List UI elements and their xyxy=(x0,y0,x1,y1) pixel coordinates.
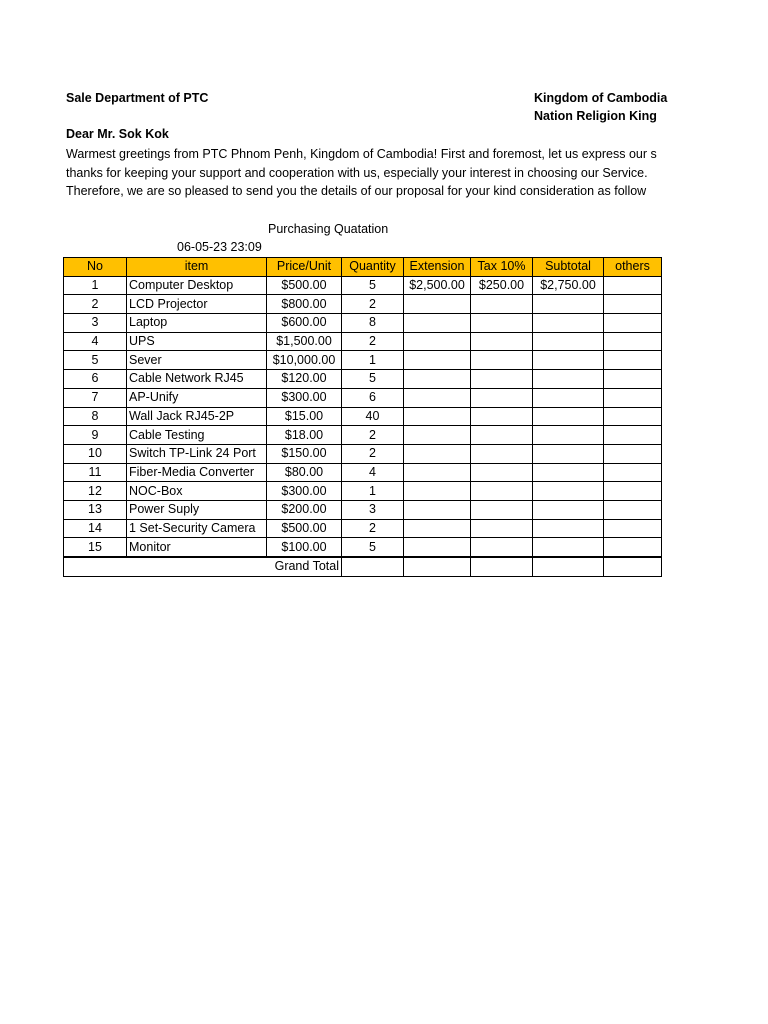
others-cell xyxy=(604,407,662,426)
tax-cell xyxy=(471,444,533,463)
subtotal-cell xyxy=(533,351,604,370)
row-number-cell: 15 xyxy=(64,538,127,557)
subtotal-cell xyxy=(533,426,604,445)
item-name-cell: Computer Desktop xyxy=(127,276,267,295)
row-number-cell: 11 xyxy=(64,463,127,482)
column-header-others: others xyxy=(604,258,662,277)
extension-cell xyxy=(404,426,471,445)
item-name-cell: Fiber-Media Converter xyxy=(127,463,267,482)
row-number-cell: 13 xyxy=(64,500,127,519)
unit-price-cell: $120.00 xyxy=(267,370,342,389)
quantity-cell: 8 xyxy=(342,314,404,333)
row-number-cell: 14 xyxy=(64,519,127,538)
quantity-cell: 1 xyxy=(342,351,404,370)
quantity-cell: 2 xyxy=(342,426,404,445)
table-row xyxy=(64,276,662,295)
unit-price-cell: $600.00 xyxy=(267,314,342,333)
row-number-cell: 2 xyxy=(64,295,127,314)
row-number-cell: 12 xyxy=(64,482,127,501)
quantity-cell: 2 xyxy=(342,444,404,463)
unit-price-cell: $300.00 xyxy=(267,388,342,407)
quantity-cell: 5 xyxy=(342,370,404,389)
item-name-cell: Cable Network RJ45 xyxy=(127,370,267,389)
extension-cell xyxy=(404,519,471,538)
table-row xyxy=(64,444,662,463)
grand-total-row xyxy=(64,557,662,576)
row-number-cell: 3 xyxy=(64,314,127,333)
extension-cell xyxy=(404,500,471,519)
table-row xyxy=(64,426,662,445)
row-number-cell: 1 xyxy=(64,276,127,295)
others-cell xyxy=(604,276,662,295)
row-number-cell: 9 xyxy=(64,426,127,445)
extension-cell xyxy=(404,463,471,482)
table-row xyxy=(64,500,662,519)
row-number-cell: 5 xyxy=(64,351,127,370)
unit-price-cell: $500.00 xyxy=(267,519,342,538)
extension-cell xyxy=(404,444,471,463)
table-row xyxy=(64,332,662,351)
table-row xyxy=(64,519,662,538)
others-cell xyxy=(604,388,662,407)
item-name-cell: Monitor xyxy=(127,538,267,557)
column-header-price: Price/Unit xyxy=(267,258,342,277)
sender-name: Sale Department of PTC xyxy=(66,91,209,105)
letter-line: thanks for keeping your support and cooperation with us, especially your interest in choosing our Service. xyxy=(66,166,648,180)
item-name-cell: UPS xyxy=(127,332,267,351)
table-row xyxy=(64,407,662,426)
tax-cell xyxy=(471,538,533,557)
table-row xyxy=(64,538,662,557)
item-name-cell: Cable Testing xyxy=(127,426,267,445)
column-header-quantity: Quantity xyxy=(342,258,404,277)
extension-cell xyxy=(404,388,471,407)
tax-cell xyxy=(471,407,533,426)
subtotal-cell xyxy=(533,463,604,482)
unit-price-cell: $100.00 xyxy=(267,538,342,557)
subtotal-cell: $2,750.00 xyxy=(533,276,604,295)
grand-total-spacer xyxy=(64,557,267,576)
item-name-cell: Wall Jack RJ45-2P xyxy=(127,407,267,426)
row-number-cell: 7 xyxy=(64,388,127,407)
others-cell xyxy=(604,463,662,482)
salutation: Dear Mr. Sok Kok xyxy=(66,127,169,141)
unit-price-cell: $1,500.00 xyxy=(267,332,342,351)
subtotal-cell xyxy=(533,332,604,351)
subtotal-cell xyxy=(533,388,604,407)
unit-price-cell: $80.00 xyxy=(267,463,342,482)
letter-line: Warmest greetings from PTC Phnom Penh, Kingdom of Cambodia! First and foremost, let us express our s xyxy=(66,147,657,161)
column-header-subtotal: Subtotal xyxy=(533,258,604,277)
item-name-cell: 1 Set-Security Camera xyxy=(127,519,267,538)
quotation-table xyxy=(63,257,662,577)
item-name-cell: AP-Unify xyxy=(127,388,267,407)
quantity-cell: 1 xyxy=(342,482,404,501)
tax-cell xyxy=(471,388,533,407)
item-name-cell: Power Suply xyxy=(127,500,267,519)
extension-cell xyxy=(404,314,471,333)
quantity-cell: 4 xyxy=(342,463,404,482)
unit-price-cell: $15.00 xyxy=(267,407,342,426)
table-row xyxy=(64,370,662,389)
others-cell xyxy=(604,500,662,519)
table-header-row xyxy=(64,258,662,277)
table-row xyxy=(64,295,662,314)
subtotal-cell xyxy=(533,444,604,463)
others-cell xyxy=(604,351,662,370)
unit-price-cell: $10,000.00 xyxy=(267,351,342,370)
tax-cell xyxy=(471,519,533,538)
tax-cell xyxy=(471,426,533,445)
subtotal-cell xyxy=(533,538,604,557)
quantity-cell: 2 xyxy=(342,519,404,538)
quantity-cell: 6 xyxy=(342,388,404,407)
quantity-cell: 40 xyxy=(342,407,404,426)
grand-total-quantity xyxy=(342,557,404,576)
item-name-cell: Switch TP-Link 24 Port xyxy=(127,444,267,463)
grand-total-others xyxy=(604,557,662,576)
subtotal-cell xyxy=(533,519,604,538)
unit-price-cell: $18.00 xyxy=(267,426,342,445)
tax-cell xyxy=(471,482,533,501)
item-name-cell: NOC-Box xyxy=(127,482,267,501)
extension-cell xyxy=(404,538,471,557)
quantity-cell: 2 xyxy=(342,295,404,314)
table-row xyxy=(64,351,662,370)
extension-cell xyxy=(404,332,471,351)
subtotal-cell xyxy=(533,482,604,501)
row-number-cell: 6 xyxy=(64,370,127,389)
quotation-title: Purchasing Quatation xyxy=(268,222,389,236)
item-name-cell: LCD Projector xyxy=(127,295,267,314)
extension-cell xyxy=(404,482,471,501)
tax-cell xyxy=(471,351,533,370)
tax-cell: $250.00 xyxy=(471,276,533,295)
subtotal-cell xyxy=(533,407,604,426)
grand-total-subtotal xyxy=(533,557,604,576)
country-heading: Kingdom of Cambodia xyxy=(534,91,668,105)
table-row xyxy=(64,314,662,333)
others-cell xyxy=(604,332,662,351)
row-number-cell: 10 xyxy=(64,444,127,463)
tax-cell xyxy=(471,500,533,519)
table-row xyxy=(64,388,662,407)
item-name-cell: Laptop xyxy=(127,314,267,333)
unit-price-cell: $200.00 xyxy=(267,500,342,519)
quotation-date: 06-05-23 23:09 xyxy=(177,240,262,254)
column-header-tax: Tax 10% xyxy=(471,258,533,277)
extension-cell xyxy=(404,295,471,314)
column-header-no: No xyxy=(64,258,127,277)
tax-cell xyxy=(471,332,533,351)
column-header-item: item xyxy=(127,258,267,277)
tax-cell xyxy=(471,463,533,482)
grand-total-tax xyxy=(471,557,533,576)
subtotal-cell xyxy=(533,314,604,333)
quantity-cell: 3 xyxy=(342,500,404,519)
row-number-cell: 8 xyxy=(64,407,127,426)
extension-cell xyxy=(404,407,471,426)
tax-cell xyxy=(471,314,533,333)
extension-cell xyxy=(404,370,471,389)
subtotal-cell xyxy=(533,500,604,519)
letter-line: Therefore, we are so pleased to send you the details of our proposal for your kind consideration as follow xyxy=(66,184,647,198)
others-cell xyxy=(604,370,662,389)
grand-total-label: Grand Total xyxy=(267,557,342,576)
grand-total-extension xyxy=(404,557,471,576)
table-row xyxy=(64,482,662,501)
others-cell xyxy=(604,444,662,463)
others-cell xyxy=(604,482,662,501)
unit-price-cell: $500.00 xyxy=(267,276,342,295)
motto-heading: Nation Religion King xyxy=(534,109,657,123)
unit-price-cell: $800.00 xyxy=(267,295,342,314)
tax-cell xyxy=(471,295,533,314)
item-name-cell: Sever xyxy=(127,351,267,370)
others-cell xyxy=(604,295,662,314)
extension-cell xyxy=(404,351,471,370)
row-number-cell: 4 xyxy=(64,332,127,351)
quantity-cell: 2 xyxy=(342,332,404,351)
subtotal-cell xyxy=(533,370,604,389)
column-header-extension: Extension xyxy=(404,258,471,277)
others-cell xyxy=(604,426,662,445)
others-cell xyxy=(604,538,662,557)
others-cell xyxy=(604,314,662,333)
quantity-cell: 5 xyxy=(342,276,404,295)
table-row xyxy=(64,463,662,482)
unit-price-cell: $150.00 xyxy=(267,444,342,463)
extension-cell: $2,500.00 xyxy=(404,276,471,295)
others-cell xyxy=(604,519,662,538)
subtotal-cell xyxy=(533,295,604,314)
quantity-cell: 5 xyxy=(342,538,404,557)
tax-cell xyxy=(471,370,533,389)
unit-price-cell: $300.00 xyxy=(267,482,342,501)
